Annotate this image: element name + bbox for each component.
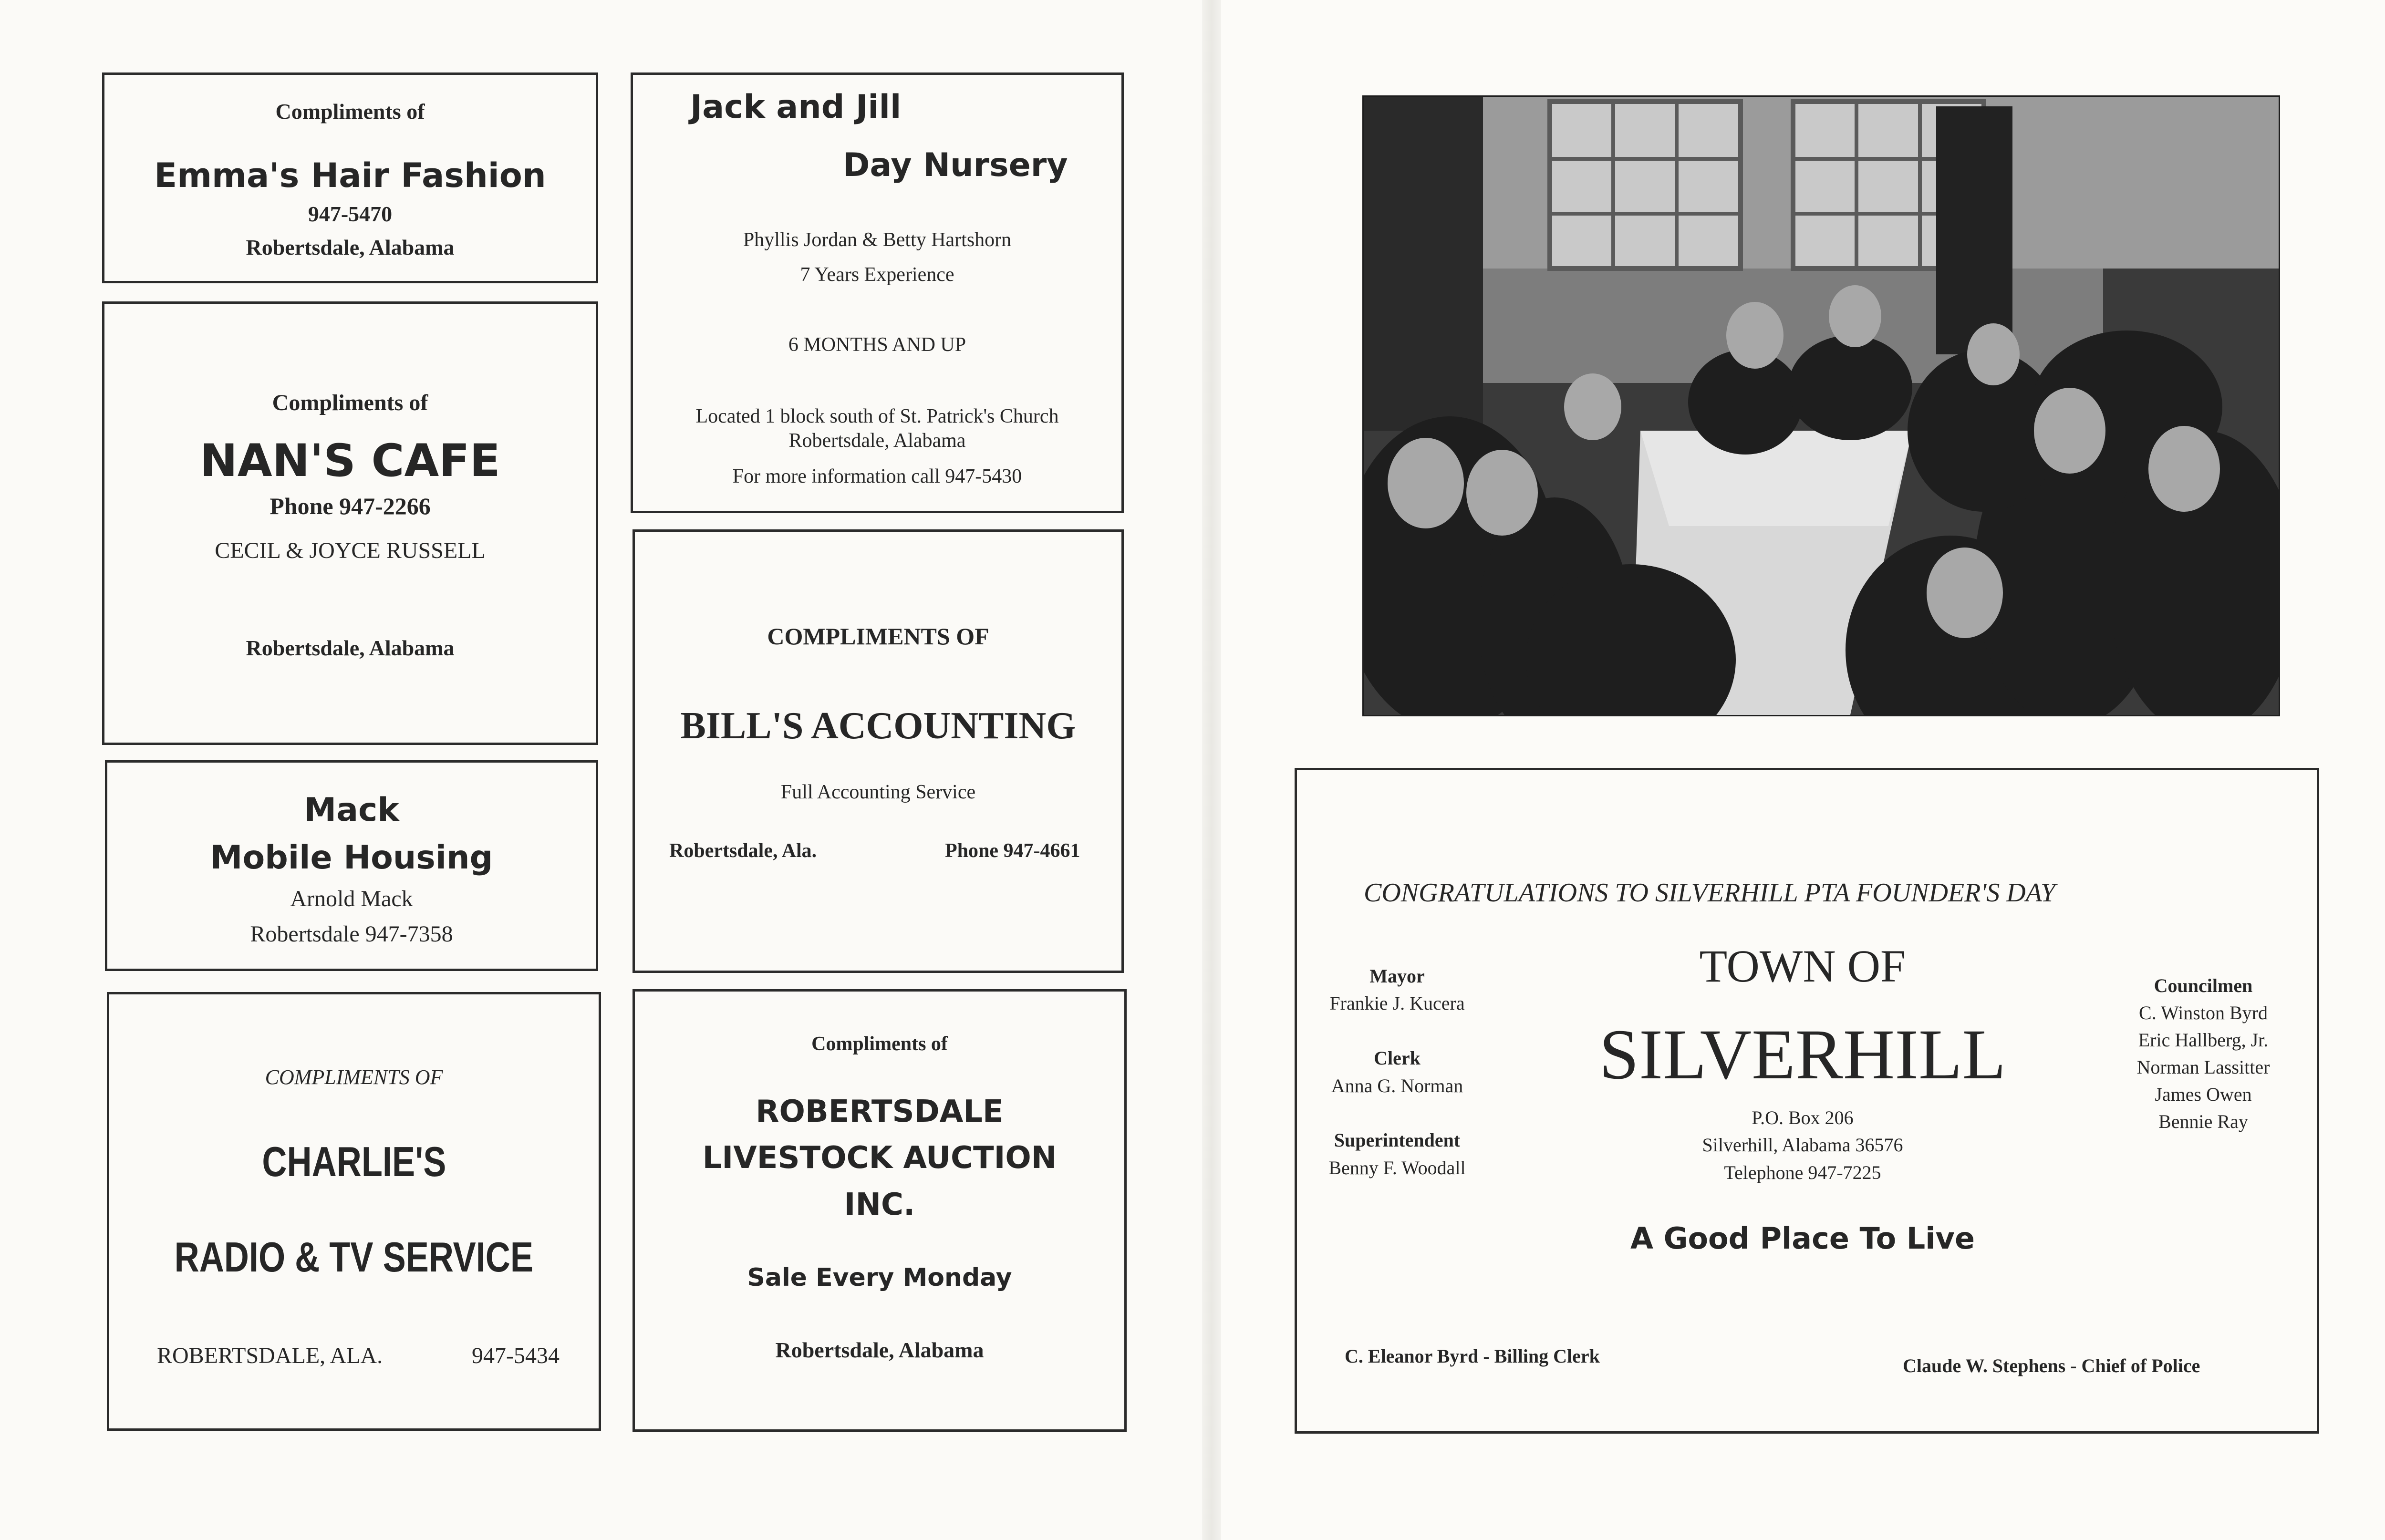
ad-info: For more information call 947-5430 bbox=[732, 465, 1022, 487]
ad-business-name: Emma's Hair Fashion bbox=[154, 156, 546, 195]
ad-sale: Sale Every Monday bbox=[747, 1263, 1012, 1292]
congratulations-banner: CONGRATULATIONS TO SILVERHILL PTA FOUNDER'S DAY bbox=[1364, 878, 2056, 908]
ad-business-name-3: INC. bbox=[844, 1187, 915, 1222]
ad-phone: Phone 947-4661 bbox=[945, 840, 1080, 862]
ad-owners: CECIL & JOYCE RUSSELL bbox=[215, 538, 486, 563]
ad-owner: Arnold Mack bbox=[290, 886, 413, 911]
mayor-title: Mayor bbox=[1369, 965, 1425, 987]
councilman: C. Winston Byrd bbox=[2139, 1002, 2268, 1023]
ad-service: Full Accounting Service bbox=[780, 781, 976, 803]
ad-phone: Phone 947-2266 bbox=[270, 493, 431, 519]
address: Silverhill, Alabama 36576 bbox=[1702, 1134, 1903, 1156]
ad-business-name-2 bbox=[109, 1233, 599, 1282]
ad-business-name-1: ROBERTSDALE bbox=[756, 1094, 1004, 1129]
ad-business-name-2: Day Nursery bbox=[843, 146, 1068, 184]
ad-compliments: Compliments of bbox=[275, 99, 425, 124]
ad-city: ROBERTSDALE, ALA. bbox=[157, 1343, 383, 1368]
ad-location-1: Located 1 block south of St. Patrick's Church bbox=[695, 405, 1059, 427]
mayor-name: Frankie J. Kucera bbox=[1329, 992, 1465, 1014]
ad-compliments: Compliments of bbox=[272, 390, 428, 415]
ad-business-name-1: Jack and Jill bbox=[690, 88, 902, 126]
clerk-name: Anna G. Norman bbox=[1331, 1075, 1463, 1096]
ad-nans-cafe bbox=[102, 301, 598, 745]
ad-phone: 947-5434 bbox=[472, 1343, 560, 1368]
superintendent-title: Superintendent bbox=[1334, 1129, 1461, 1151]
clerk-title: Clerk bbox=[1374, 1047, 1421, 1069]
ad-owners: Phyllis Jordan & Betty Hartshorn bbox=[743, 229, 1012, 251]
banquet-photo bbox=[1362, 95, 2280, 716]
book-gutter bbox=[1202, 0, 1221, 1540]
ad-business-name-2: Mobile Housing bbox=[210, 839, 493, 877]
ad-charlies-radio-tv bbox=[107, 992, 601, 1431]
ad-compliments: COMPLIMENTS OF bbox=[265, 1065, 443, 1089]
ad-ages: 6 MONTHS AND UP bbox=[788, 334, 966, 356]
ad-business-name-2-text: RADIO & TV SERVICE bbox=[174, 1233, 534, 1281]
councilman: Eric Hallberg, Jr. bbox=[2138, 1029, 2269, 1051]
town-of-heading: TOWN OF bbox=[1699, 941, 1906, 992]
councilmen-title: Councilmen bbox=[2154, 975, 2253, 996]
ad-phone: 947-5470 bbox=[308, 202, 393, 226]
ad-business-name-1 bbox=[109, 1137, 599, 1187]
town-name: SILVERHILL bbox=[1599, 1015, 2006, 1094]
ad-business-name-2: LIVESTOCK AUCTION bbox=[702, 1140, 1057, 1176]
ad-experience: 7 Years Experience bbox=[800, 264, 954, 286]
ad-robertsdale-livestock-auction bbox=[633, 989, 1127, 1432]
ad-jack-and-jill-nursery bbox=[631, 72, 1124, 513]
ad-town-of-silverhill bbox=[1295, 768, 2319, 1434]
ad-business-name: BILL'S ACCOUNTING bbox=[680, 705, 1076, 747]
ad-location-2: Robertsdale, Alabama bbox=[788, 430, 966, 452]
ad-city: Robertsdale, Alabama bbox=[246, 636, 455, 660]
ad-compliments: Compliments of bbox=[811, 1033, 948, 1055]
police-chief: Claude W. Stephens - Chief of Police bbox=[1903, 1355, 2200, 1376]
ad-emmas-hair-fashion bbox=[102, 72, 598, 283]
telephone: Telephone 947-7225 bbox=[1724, 1162, 1881, 1183]
banquet-photo-image bbox=[1364, 97, 2279, 715]
ad-city: Robertsdale, Alabama bbox=[775, 1338, 984, 1362]
slogan: A Good Place To Live bbox=[1630, 1221, 1975, 1256]
po-box: P.O. Box 206 bbox=[1752, 1107, 1854, 1128]
billing-clerk: C. Eleanor Byrd - Billing Clerk bbox=[1345, 1345, 1600, 1367]
ad-business-name-1: Mack bbox=[304, 791, 399, 829]
ad-city-phone: Robertsdale 947-7358 bbox=[250, 921, 453, 947]
ad-bills-accounting bbox=[633, 529, 1124, 973]
councilman: Norman Lassitter bbox=[2136, 1056, 2270, 1078]
superintendent-name: Benny F. Woodall bbox=[1328, 1157, 1466, 1178]
ad-compliments: COMPLIMENTS OF bbox=[767, 623, 989, 650]
ad-mack-mobile-housing bbox=[105, 760, 598, 971]
ad-city: Robertsdale, Alabama bbox=[246, 235, 455, 259]
ad-city: Robertsdale, Ala. bbox=[669, 840, 817, 862]
ad-business-name-1-text: CHARLIE'S bbox=[261, 1138, 446, 1185]
ad-business-name: NAN'S CAFE bbox=[200, 435, 500, 487]
councilman: James Owen bbox=[2155, 1084, 2252, 1105]
councilman: Bennie Ray bbox=[2158, 1111, 2248, 1132]
